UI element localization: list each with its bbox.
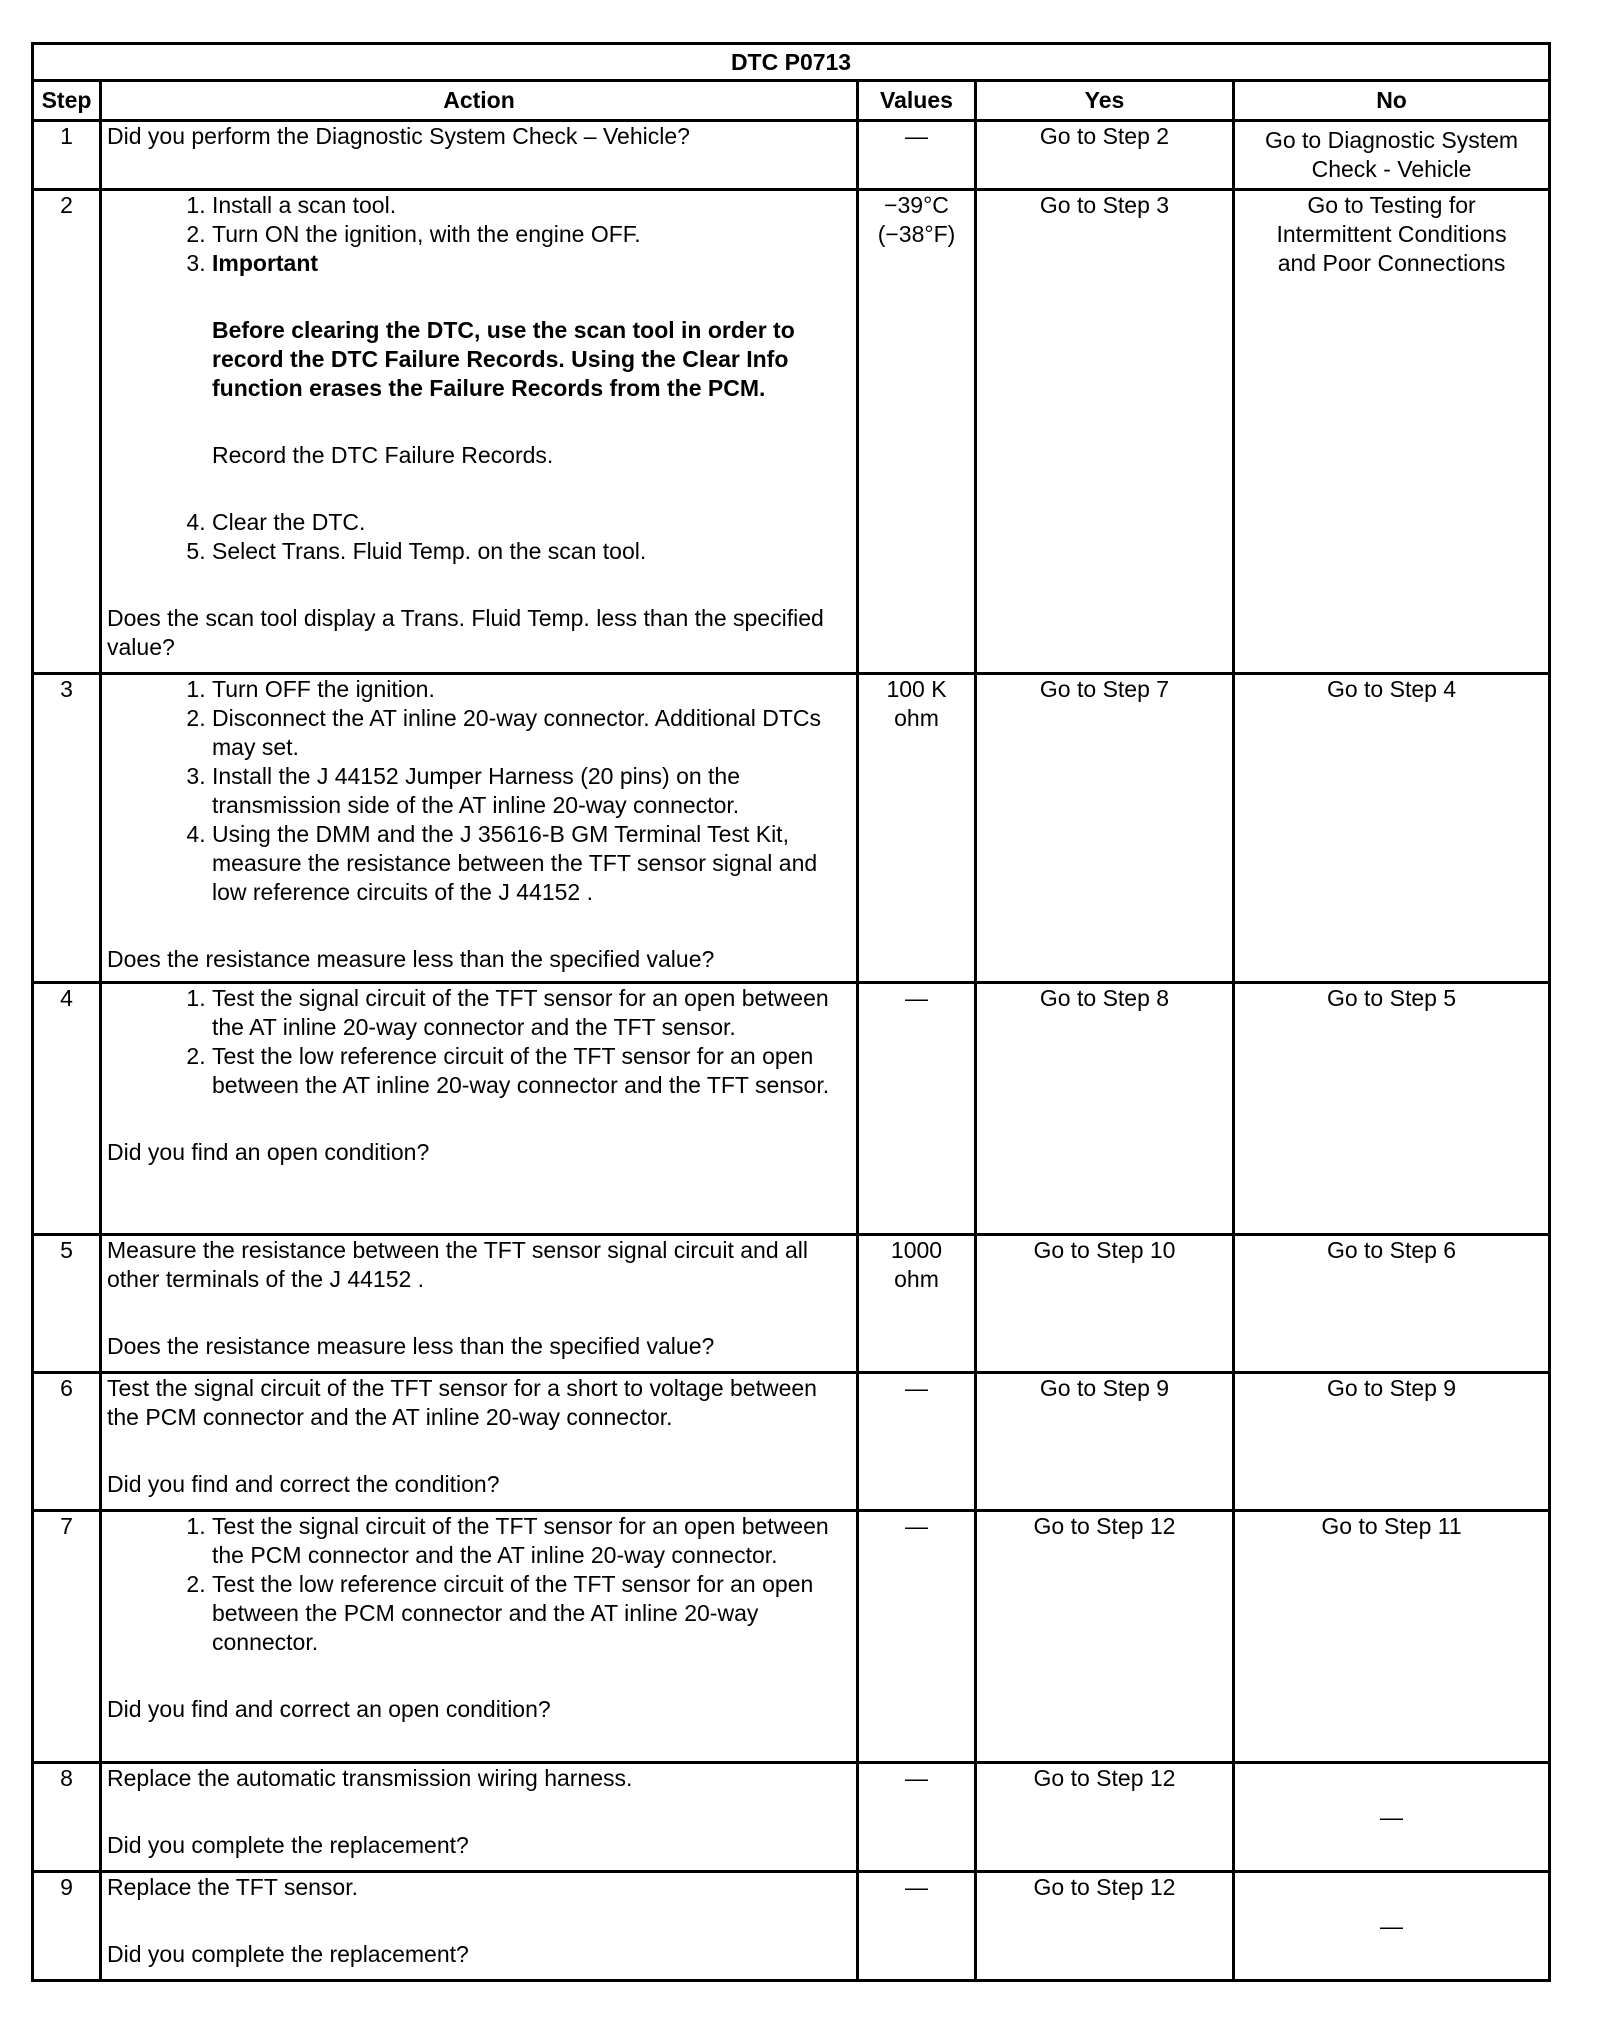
action-item: 1. Install a scan tool.: [212, 191, 851, 220]
important-note: Record the DTC Failure Records.: [212, 442, 554, 468]
action-text: Test the signal circuit of the TFT sensor for a short to voltage between the PCM connector and the AT inline 20-way connector.: [107, 1375, 817, 1430]
step-number: 8: [33, 1763, 101, 1872]
no-cell: —: [1234, 1763, 1550, 1872]
action-cell: [101, 674, 858, 983]
header-yes: Yes: [976, 81, 1234, 121]
yes-cell: Go to Step 7: [976, 674, 1234, 983]
action-cell: [101, 1511, 858, 1763]
action-question: Does the resistance measure less than the specified value?: [107, 946, 715, 972]
table-row: [33, 674, 1550, 983]
no-cell: Go to Step 5: [1234, 983, 1550, 1235]
yes-cell: Go to Step 8: [976, 983, 1234, 1235]
table-row: [33, 1235, 1550, 1373]
important-body: Before clearing the DTC, use the scan tool in order to record the DTC Failure Records. Using the Clear Info function erases the Failure Records from the PCM.: [212, 317, 795, 401]
action-item: 2. Test the low reference circuit of the TFT sensor for an open between the AT inline 20-way connector and the TFT sensor.: [212, 1042, 851, 1100]
action-cell: [101, 1872, 858, 1981]
table-row: [33, 1511, 1550, 1763]
yes-cell: Go to Step 9: [976, 1373, 1234, 1511]
action-text: Replace the automatic transmission wiring harness.: [107, 1765, 633, 1791]
value-cell: —: [858, 983, 976, 1235]
table-row: [33, 983, 1550, 1235]
no-cell: Go to Step 4: [1234, 674, 1550, 983]
step-number: 5: [33, 1235, 101, 1373]
table-row: [33, 121, 1550, 190]
table-row: [33, 1373, 1550, 1511]
no-cell: Go to Testing for Intermittent Conditions and Poor Connections: [1234, 190, 1550, 674]
action-steps: [107, 508, 851, 566]
step-number: 4: [33, 983, 101, 1235]
action-item: 1. Test the signal circuit of the TFT sensor for an open between the AT inline 20-way connector and the TFT sensor.: [212, 984, 851, 1042]
action-item: 2. Test the low reference circuit of the TFT sensor for an open between the PCM connector and the AT inline 20-way connector.: [212, 1570, 851, 1657]
action-text: Measure the resistance between the TFT sensor signal circuit and all other terminals of the J 44152 .: [107, 1237, 809, 1292]
action-steps: [107, 191, 851, 470]
action-cell: [101, 983, 858, 1235]
value-cell: —: [858, 1872, 976, 1981]
yes-cell: Go to Step 2: [976, 121, 1234, 190]
yes-cell: Go to Step 12: [976, 1511, 1234, 1763]
action-item: 3. Install the J 44152 Jumper Harness (20 pins) on the transmission side of the AT inline 20-way connector.: [212, 762, 851, 820]
action-item: 2. Turn ON the ignition, with the engine OFF.: [212, 220, 851, 249]
header-step: Step: [33, 81, 101, 121]
action-cell: [101, 1373, 858, 1511]
step-number: 7: [33, 1511, 101, 1763]
action-steps: [107, 1512, 851, 1657]
value-cell: —: [858, 1763, 976, 1872]
step-number: 3: [33, 674, 101, 983]
value-cell: —: [858, 121, 976, 190]
yes-cell: Go to Step 10: [976, 1235, 1234, 1373]
action-item: 1. Test the signal circuit of the TFT sensor for an open between the PCM connector and the AT inline 20-way connector.: [212, 1512, 851, 1570]
step-number: 6: [33, 1373, 101, 1511]
step-number: 2: [33, 190, 101, 674]
action-question: Did you perform the Diagnostic System Check – Vehicle?: [101, 121, 858, 190]
no-cell: Go to Step 11: [1234, 1511, 1550, 1763]
header-values: Values: [858, 81, 976, 121]
value-cell: —: [858, 1373, 976, 1511]
table-row: [33, 1763, 1550, 1872]
action-cell: [101, 190, 858, 674]
action-item: 4. Clear the DTC.: [212, 508, 851, 537]
action-cell: [101, 1763, 858, 1872]
step-number: 9: [33, 1872, 101, 1981]
value-cell: 1000 ohm: [858, 1235, 976, 1373]
action-cell: [101, 1235, 858, 1373]
action-question: Did you complete the replacement?: [107, 1941, 469, 1967]
action-item: 5. Select Trans. Fluid Temp. on the scan tool.: [212, 537, 851, 566]
yes-cell: Go to Step 12: [976, 1872, 1234, 1981]
action-item: 2. Disconnect the AT inline 20-way connector. Additional DTCs may set.: [212, 704, 851, 762]
important-heading: Important: [212, 250, 319, 276]
action-question: Did you complete the replacement?: [107, 1832, 469, 1858]
yes-cell: Go to Step 12: [976, 1763, 1234, 1872]
table-title: DTC P0713: [33, 44, 1550, 81]
table-row: [33, 1872, 1550, 1981]
table-row: [33, 190, 1550, 674]
action-item: 1. Turn OFF the ignition.: [212, 675, 851, 704]
action-steps: [107, 675, 851, 907]
yes-cell: Go to Step 3: [976, 190, 1234, 674]
header-no: No: [1234, 81, 1550, 121]
value-cell: 100 K ohm: [858, 674, 976, 983]
action-question: Did you find and correct the condition?: [107, 1471, 500, 1497]
action-text: Replace the TFT sensor.: [107, 1874, 359, 1900]
no-cell: Go to Diagnostic System Check - Vehicle: [1234, 121, 1550, 190]
action-question: Does the scan tool display a Trans. Fluid Temp. less than the specified value?: [107, 605, 824, 660]
no-cell: Go to Step 6: [1234, 1235, 1550, 1373]
action-item: [212, 249, 851, 470]
action-question: Did you find and correct an open condition?: [107, 1696, 551, 1722]
value-cell: —: [858, 1511, 976, 1763]
header-action: Action: [101, 81, 858, 121]
no-cell: —: [1234, 1872, 1550, 1981]
action-question: Did you find an open condition?: [107, 1139, 430, 1165]
no-cell: Go to Step 9: [1234, 1373, 1550, 1511]
action-item: 4. Using the DMM and the J 35616-B GM Terminal Test Kit, measure the resistance between the TFT sensor signal and low reference circuits of the J 44152 .: [212, 820, 851, 907]
step-number: 1: [33, 121, 101, 190]
action-question: Does the resistance measure less than the specified value?: [107, 1333, 715, 1359]
action-steps: [107, 984, 851, 1100]
dtc-table: [31, 42, 1551, 1982]
value-cell: −39°C (−38°F): [858, 190, 976, 674]
